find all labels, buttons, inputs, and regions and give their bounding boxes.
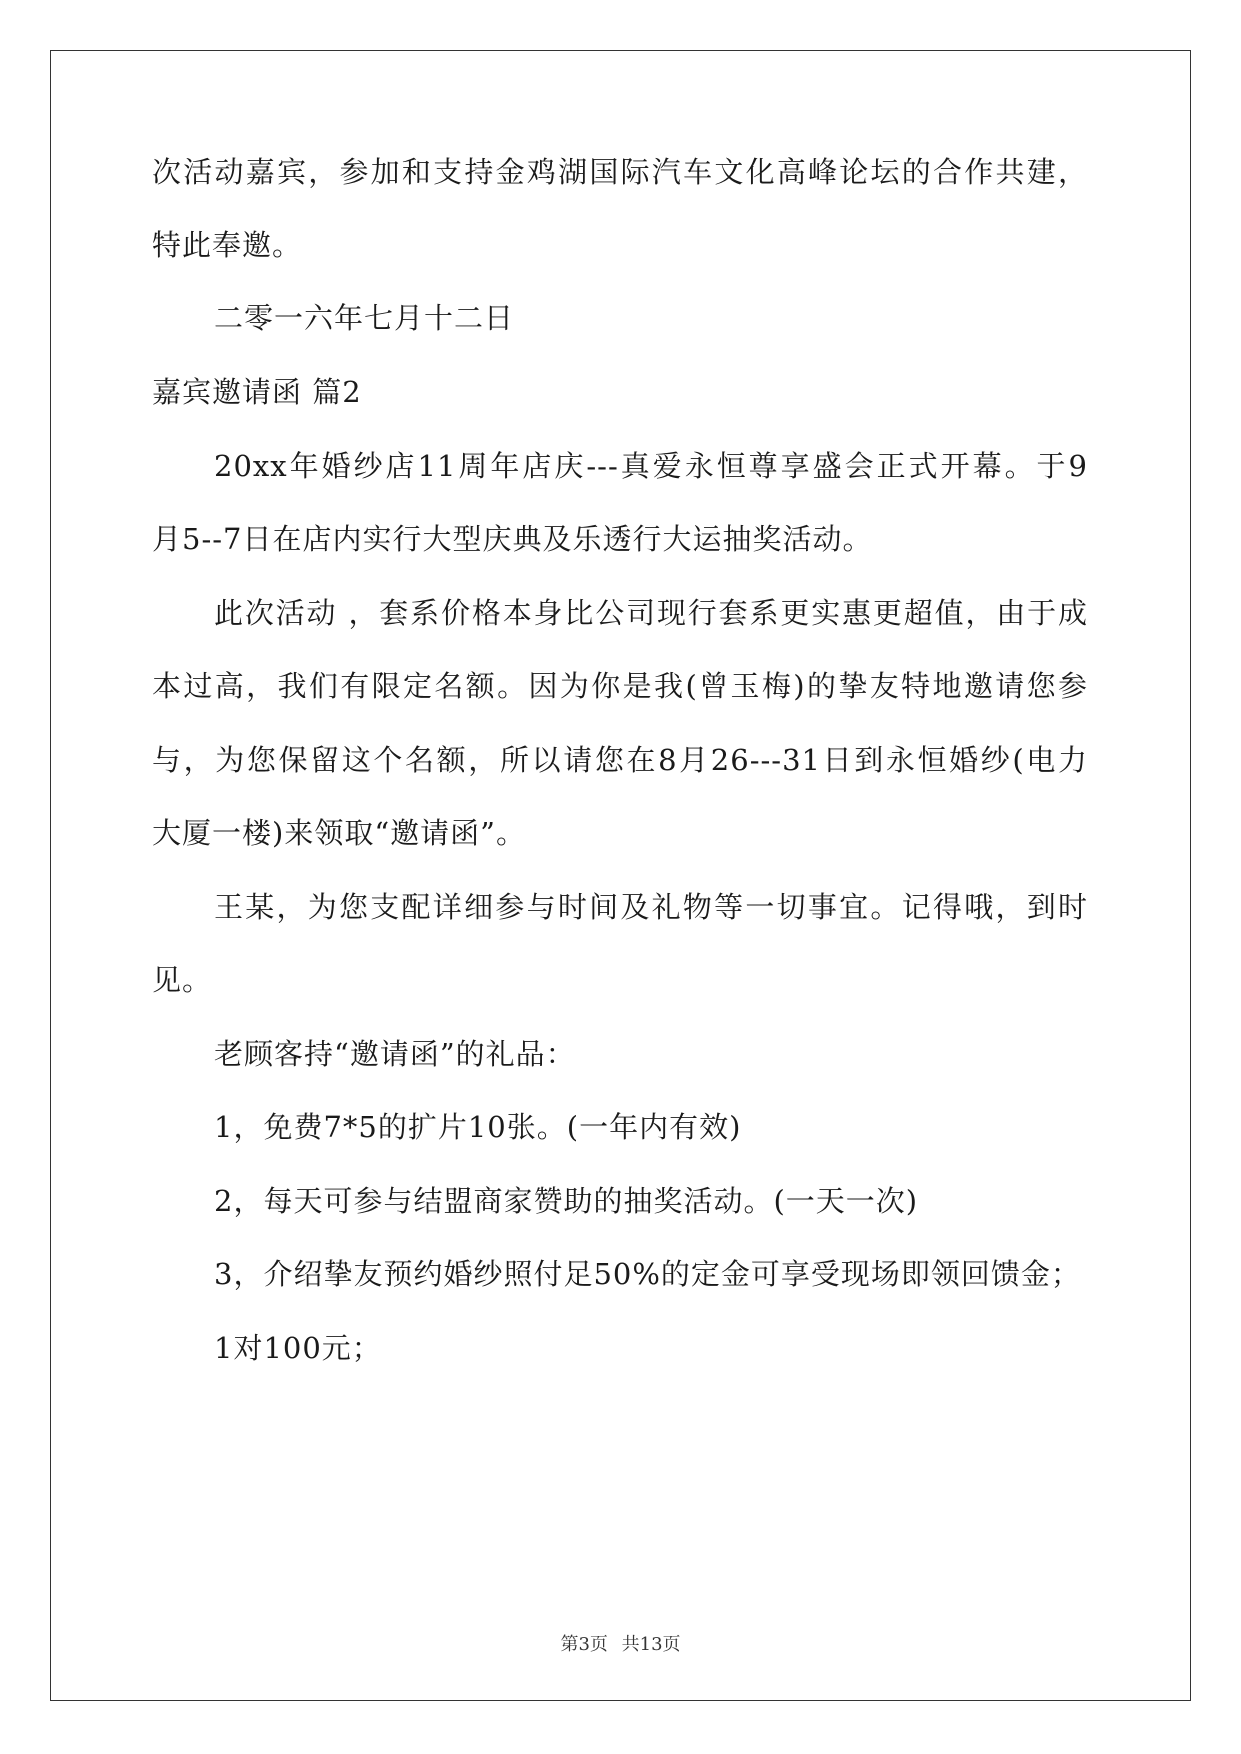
date-line: 二零一六年七月十二日 xyxy=(214,301,515,335)
paragraph-line: 此次活动 ，套系价格本身比公司现行套系更实惠更超值，由于成 xyxy=(214,596,1088,630)
page-footer xyxy=(0,1633,1241,1657)
paragraph-line: 大厦一楼)来领取“邀请函”。 xyxy=(152,816,526,850)
list-heading: 老顾客持“邀请函”的礼品： xyxy=(214,1037,576,1071)
paragraph-line: 特此奉邀。 xyxy=(152,228,303,262)
list-item: 2，每天可参与结盟商家赞助的抽奖活动。(一天一次) xyxy=(214,1184,919,1218)
list-item: 1对100元； xyxy=(214,1331,382,1365)
list-item: 3，介绍挚友预约婚纱照付足50%的定金可享受现场即领回馈金； xyxy=(214,1257,1081,1291)
page-number: 第3页 xyxy=(560,1634,608,1655)
paragraph-line: 见。 xyxy=(152,963,213,997)
paragraph-line: 月5--7日在店内实行大型庆典及乐透行大运抽奖活动。 xyxy=(152,522,873,556)
paragraph-line: 次活动嘉宾，参加和支持金鸡湖国际汽车文化高峰论坛的合作共建， xyxy=(152,155,1088,189)
paragraph-line: 王某，为您支配详细参与时间及礼物等一切事宜。记得哦，到时 xyxy=(214,890,1088,924)
list-item: 1，免费7*5的扩片10张。(一年内有效) xyxy=(214,1110,742,1144)
paragraph-line: 与，为您保留这个名额，所以请您在8月26---31日到永恒婚纱(电力 xyxy=(152,743,1088,777)
page-total: 共13页 xyxy=(621,1634,681,1655)
paragraph-line: 本过高，我们有限定名额。因为你是我(曾玉梅)的挚友特地邀请您参 xyxy=(152,669,1088,703)
section-heading: 嘉宾邀请函 篇2 xyxy=(152,375,362,409)
paragraph-line: 20xx年婚纱店11周年店庆---真爱永恒尊享盛会正式开幕。于9 xyxy=(214,449,1088,483)
